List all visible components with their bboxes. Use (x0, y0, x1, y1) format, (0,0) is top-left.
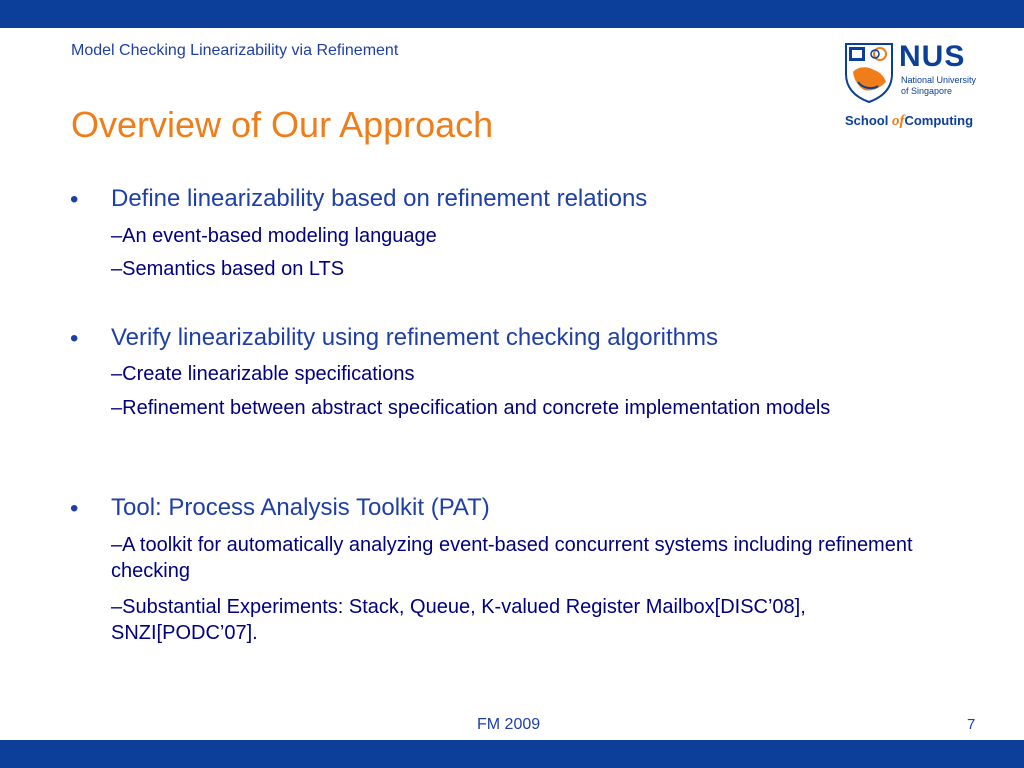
top-banner (0, 0, 1024, 28)
logo-school-of: of (891, 113, 905, 129)
bottom-banner (0, 740, 1024, 768)
bullet-marker: • (70, 325, 79, 352)
logo-school-name (845, 113, 973, 130)
logo-school-suffix: Computing (904, 113, 974, 128)
presentation-title: Model Checking Linearizability via Refinement (71, 42, 399, 59)
footer-conference: FM 2009 (477, 716, 541, 733)
bullet-item: Verify linearizability using refinement checking algorithms (111, 324, 718, 351)
nus-logo (842, 40, 992, 135)
bullet-marker: • (70, 495, 79, 522)
logo-nus-text: NUS (899, 40, 966, 73)
logo-university-line2: of Singapore (901, 86, 953, 96)
sub-bullet-item: –Semantics based on LTS (111, 258, 345, 280)
bullet-item: Tool: Process Analysis Toolkit (PAT) (111, 494, 490, 521)
bullet-item: Define linearizability based on refinement relations (111, 185, 648, 212)
logo-university-name (901, 75, 991, 97)
logo-school-prefix: School (845, 113, 892, 128)
sub-bullet-item: –Substantial Experiments: Stack, Queue, K-valued Register Mailbox[DISC’08], SNZI[PODC’07]. (111, 596, 806, 644)
sub-bullet-item: –Refinement between abstract specification and concrete implementation models (111, 397, 831, 419)
page-number: 7 (967, 716, 976, 733)
bullet-marker: • (70, 186, 79, 213)
logo-university-line1: National University (901, 75, 977, 85)
sub-bullet-item: –Create linearizable specifications (111, 363, 415, 385)
slide-title: Overview of Our Approach (71, 104, 494, 145)
sub-bullet-item: –An event-based modeling language (111, 225, 437, 247)
nus-crest-icon (844, 42, 894, 104)
sub-bullet-item: –A toolkit for automatically analyzing event-based concurrent systems including refinement checking (111, 534, 913, 582)
